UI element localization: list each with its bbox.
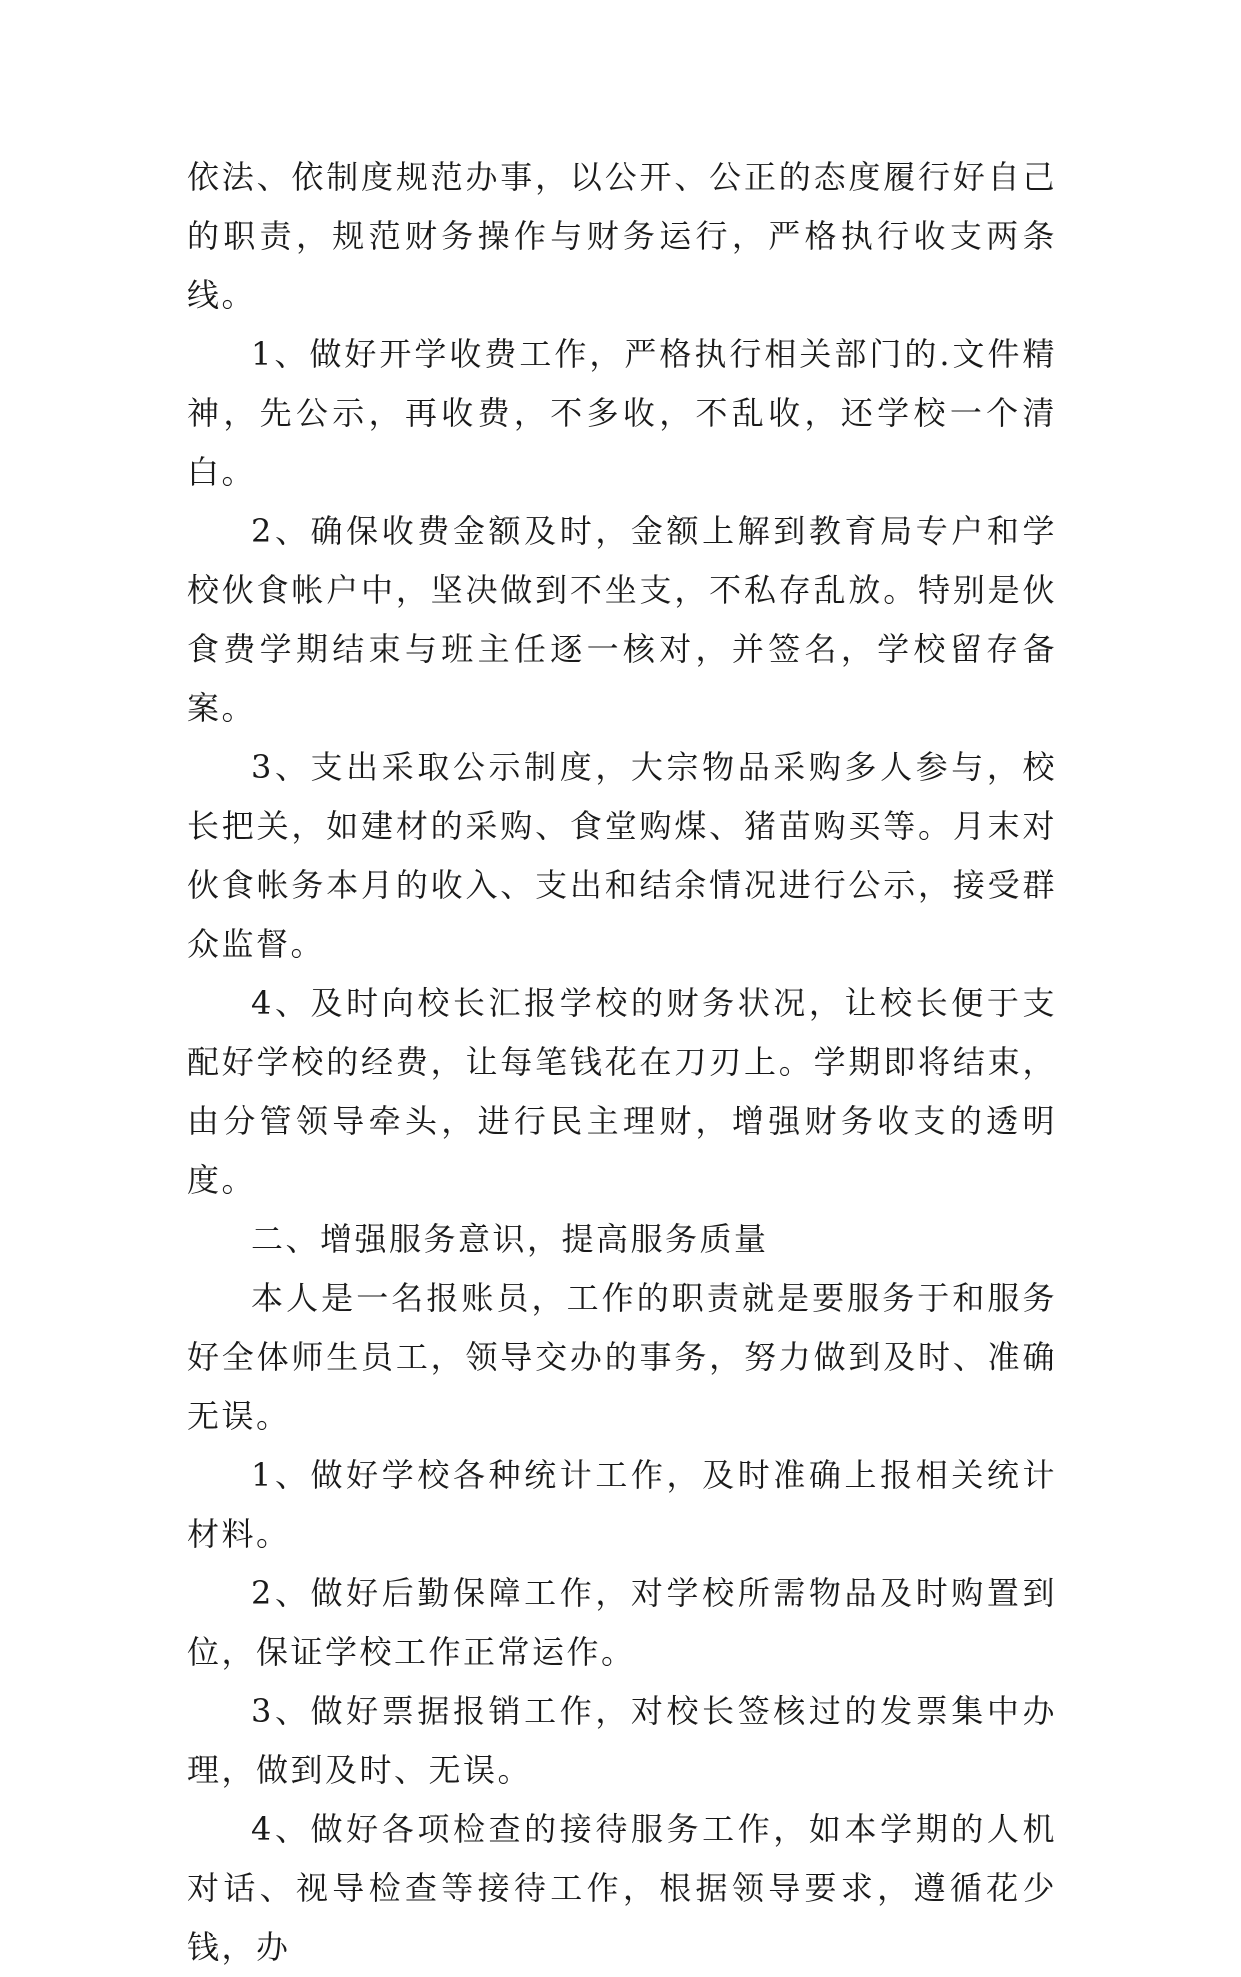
paragraph-3: 2、确保收费金额及时，金额上解到教育局专户和学校伙食帐户中，坚决做到不坐支，不私存乱放。特别是伙食费学期结束与班主任逐一核对，并签名，学校留存备案。 [187,512,1057,727]
paragraph-10: 3、做好票据报销工作，对校长签核过的发票集中办理，做到及时、无误。 [187,1692,1057,1789]
document-body [187,148,1057,1977]
paragraph-7: 本人是一名报账员，工作的职责就是要服务于和服务好全体师生员工，领导交办的事务，努力做到及时、准确无误。 [187,1279,1057,1435]
paragraph-9: 2、做好后勤保障工作，对学校所需物品及时购置到位，保证学校工作正常运作。 [187,1574,1057,1671]
paragraph-2: 1、做好开学收费工作，严格执行相关部门的.文件精神，先公示，再收费，不多收，不乱收，还学校一个清白。 [187,335,1057,491]
paragraph-8: 1、做好学校各种统计工作，及时准确上报相关统计材料。 [187,1456,1057,1553]
section-heading: 二、增强服务意识，提高服务质量 [251,1220,769,1258]
paragraph-1: 依法、依制度规范办事，以公开、公正的态度履行好自己的职责，规范财务操作与财务运行，严格执行收支两条线。 [187,158,1057,314]
paragraph-5: 4、及时向校长汇报学校的财务状况，让校长便于支配好学校的经费，让每笔钱花在刀刃上。学期即将结束，由分管领导牵头，进行民主理财，增强财务收支的透明度。 [187,984,1057,1199]
paragraph-4: 3、支出采取公示制度，大宗物品采购多人参与，校长把关，如建材的采购、食堂购煤、猪苗购买等。月末对伙食帐务本月的收入、支出和结余情况进行公示，接受群众监督。 [187,748,1057,963]
paragraph-11: 4、做好各项检查的接待服务工作，如本学期的人机对话、视导检查等接待工作，根据领导要求，遵循花少钱，办 [187,1810,1057,1966]
